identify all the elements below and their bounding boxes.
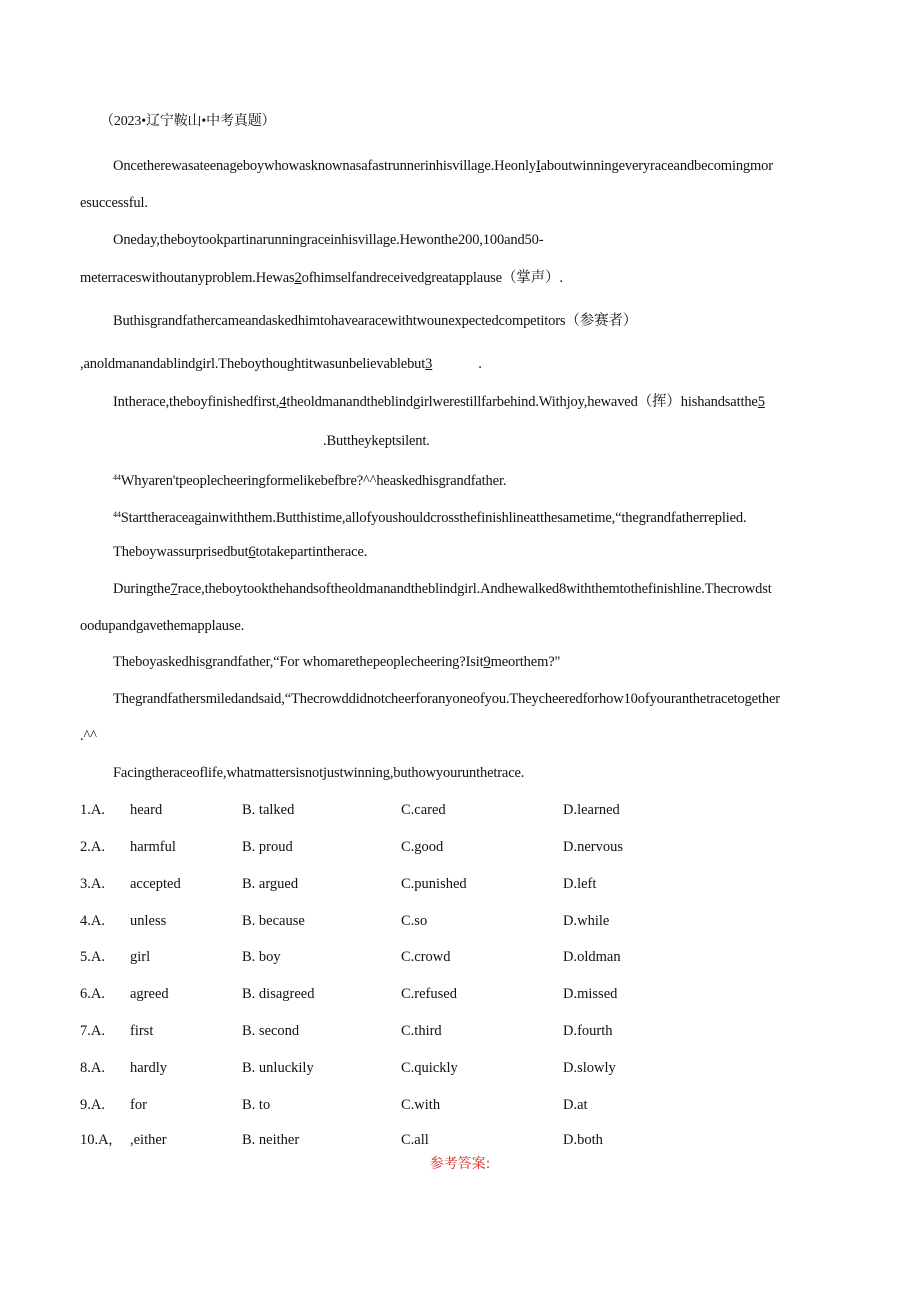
option-a: first bbox=[130, 1023, 154, 1039]
passage-line bbox=[113, 505, 836, 528]
option-c: C.refused bbox=[401, 986, 457, 1002]
option-b: B. unluckily bbox=[242, 1060, 314, 1076]
option-a: hardly bbox=[130, 1060, 168, 1076]
option-b: B. boy bbox=[242, 949, 281, 965]
option-b: B. proud bbox=[242, 839, 293, 855]
passage-line bbox=[80, 354, 836, 374]
passage-line bbox=[113, 542, 836, 562]
text: . bbox=[478, 356, 482, 372]
text: Oncetherewasateenageboywhowasknownasafastrunnerinhisvillage.Heonly bbox=[113, 158, 536, 174]
blank-7: 7 bbox=[170, 581, 178, 597]
text: Whyaren'tpeoplecheeringformelikebefbre?^^heaskedhisgrandfather. bbox=[120, 473, 507, 489]
text: ofhimselfandreceivedgreatapplause（掌声）. bbox=[301, 270, 563, 286]
option-b: B. because bbox=[242, 913, 305, 929]
option-row bbox=[80, 837, 840, 857]
blank-4: 4 bbox=[279, 394, 287, 410]
question-number: 1.A. bbox=[80, 802, 105, 818]
option-d: D.learned bbox=[563, 802, 620, 818]
option-c: C.crowd bbox=[401, 949, 451, 965]
mark: 44 bbox=[113, 510, 121, 519]
text: race,theboytookthehandsoftheoldmanandtheblindgirl.Andhewalked8withthemtothefinishline.Thecrowdst bbox=[177, 581, 772, 597]
option-d: D.while bbox=[563, 913, 610, 929]
option-a: girl bbox=[130, 949, 151, 965]
text: meterraceswithoutanyproblem.Hewas bbox=[80, 270, 295, 286]
text: theoldmanandtheblindgirlwerestillfarbehind.Withjoy,hewaved（挥）hishandsatthe bbox=[286, 394, 758, 410]
option-row bbox=[80, 800, 840, 820]
option-a: agreed bbox=[130, 986, 169, 1002]
option-b: B. second bbox=[242, 1023, 300, 1039]
passage-line bbox=[113, 392, 836, 412]
option-b: B. neither bbox=[242, 1132, 300, 1148]
blank-6: 6 bbox=[248, 544, 256, 560]
text: Theboyaskedhisgrandfather,“For whomarethepeoplecheering?Isit bbox=[113, 654, 484, 670]
option-d: D.slowly bbox=[563, 1060, 616, 1076]
option-d: D.oldman bbox=[563, 949, 621, 965]
option-a: accepted bbox=[130, 876, 181, 892]
option-b: B. talked bbox=[242, 802, 295, 818]
question-number: 5.A. bbox=[80, 949, 105, 965]
option-c: C.quickly bbox=[401, 1060, 458, 1076]
option-d: D.missed bbox=[563, 986, 618, 1002]
text: Theboywassurprisedbut bbox=[113, 544, 249, 560]
option-row bbox=[80, 984, 840, 1004]
option-a: heard bbox=[130, 802, 163, 818]
text: totakepartintherace. bbox=[255, 544, 368, 560]
passage-line bbox=[113, 468, 836, 491]
passage-line bbox=[80, 268, 836, 288]
question-number: 10.A, bbox=[80, 1132, 113, 1148]
passage-line: .Buttheykeptsilent. bbox=[323, 433, 430, 449]
option-a: for bbox=[130, 1097, 147, 1113]
text: Intherace,theboyfinishedfirst, bbox=[113, 394, 280, 410]
passage-line: Buthisgrandfathercameandaskedhimtohavearacewithtwounexpectedcompetitors（参赛者） bbox=[113, 313, 638, 329]
text: ,anoldmanandablindgirl.Theboythoughtitwasunbelievablebut bbox=[80, 356, 426, 372]
option-b: B. disagreed bbox=[242, 986, 315, 1002]
question-number: 6.A. bbox=[80, 986, 105, 1002]
passage-line bbox=[113, 652, 836, 672]
passage-line bbox=[113, 156, 836, 176]
option-c: C.cared bbox=[401, 802, 446, 818]
blank-1: I bbox=[535, 158, 541, 174]
option-d: D.both bbox=[563, 1132, 603, 1148]
question-number: 4.A. bbox=[80, 913, 105, 929]
option-d: D.at bbox=[563, 1097, 588, 1113]
option-row bbox=[80, 911, 840, 931]
question-number: 3.A. bbox=[80, 876, 105, 892]
passage-line: esuccessful. bbox=[80, 195, 148, 211]
passage-line: Oneday,theboytookpartinarunningraceinhisvillage.Hewonthe200,100and50- bbox=[113, 232, 544, 248]
option-c: C.good bbox=[401, 839, 444, 855]
option-c: C.third bbox=[401, 1023, 442, 1039]
question-number: 9.A. bbox=[80, 1097, 105, 1113]
passage-line bbox=[113, 579, 836, 599]
question-number: 2.A. bbox=[80, 839, 105, 855]
option-b: B. argued bbox=[242, 876, 299, 892]
text: meorthem?" bbox=[490, 654, 561, 670]
option-a: harmful bbox=[130, 839, 176, 855]
option-d: D.left bbox=[563, 876, 597, 892]
option-c: C.with bbox=[401, 1097, 441, 1113]
question-number: 7.A. bbox=[80, 1023, 105, 1039]
blank-9: 9 bbox=[483, 654, 491, 670]
answer-heading: 参考答案: bbox=[429, 1156, 491, 1172]
passage-line: Facingtheraceoflife,whatmattersisnotjustwinning,buthowyourunthetrace. bbox=[113, 765, 525, 781]
passage-line: Thegrandfathersmiledandsaid,“Thecrowddidnotcheerforanyoneofyou.Theycheeredforhow10ofyouranthetracetogether bbox=[113, 691, 780, 707]
option-row bbox=[80, 947, 840, 967]
option-row bbox=[80, 874, 840, 894]
blank-3: 3 bbox=[425, 356, 433, 372]
passage-line: .^^ bbox=[80, 728, 97, 744]
text: aboutwinningeveryraceandbecomingmor bbox=[540, 158, 773, 174]
text: Starttheraceagainwiththem.Butthistime,allofyoushouldcrossthefinishlineatthesametime,“thegrandfatherreplied. bbox=[120, 510, 747, 526]
option-c: C.punished bbox=[401, 876, 467, 892]
mark: 44 bbox=[113, 473, 121, 482]
option-row bbox=[80, 1021, 840, 1041]
question-number: 8.A. bbox=[80, 1060, 105, 1076]
option-c: C.so bbox=[401, 913, 428, 929]
blank-2: 2 bbox=[294, 270, 302, 286]
option-b: B. to bbox=[242, 1097, 271, 1113]
option-a: unless bbox=[130, 913, 167, 929]
passage-line: oodupandgavethemapplause. bbox=[80, 618, 245, 634]
option-row bbox=[80, 1130, 840, 1150]
option-d: D.nervous bbox=[563, 839, 624, 855]
option-row bbox=[80, 1058, 840, 1078]
text: Duringthe bbox=[113, 581, 171, 597]
option-c: C.all bbox=[401, 1132, 429, 1148]
source-line: （2023•辽宁鞍山•中考真题） bbox=[100, 114, 276, 129]
option-d: D.fourth bbox=[563, 1023, 613, 1039]
option-row bbox=[80, 1095, 840, 1115]
option-a: ,either bbox=[130, 1132, 167, 1148]
blank-5: 5 bbox=[757, 394, 765, 410]
